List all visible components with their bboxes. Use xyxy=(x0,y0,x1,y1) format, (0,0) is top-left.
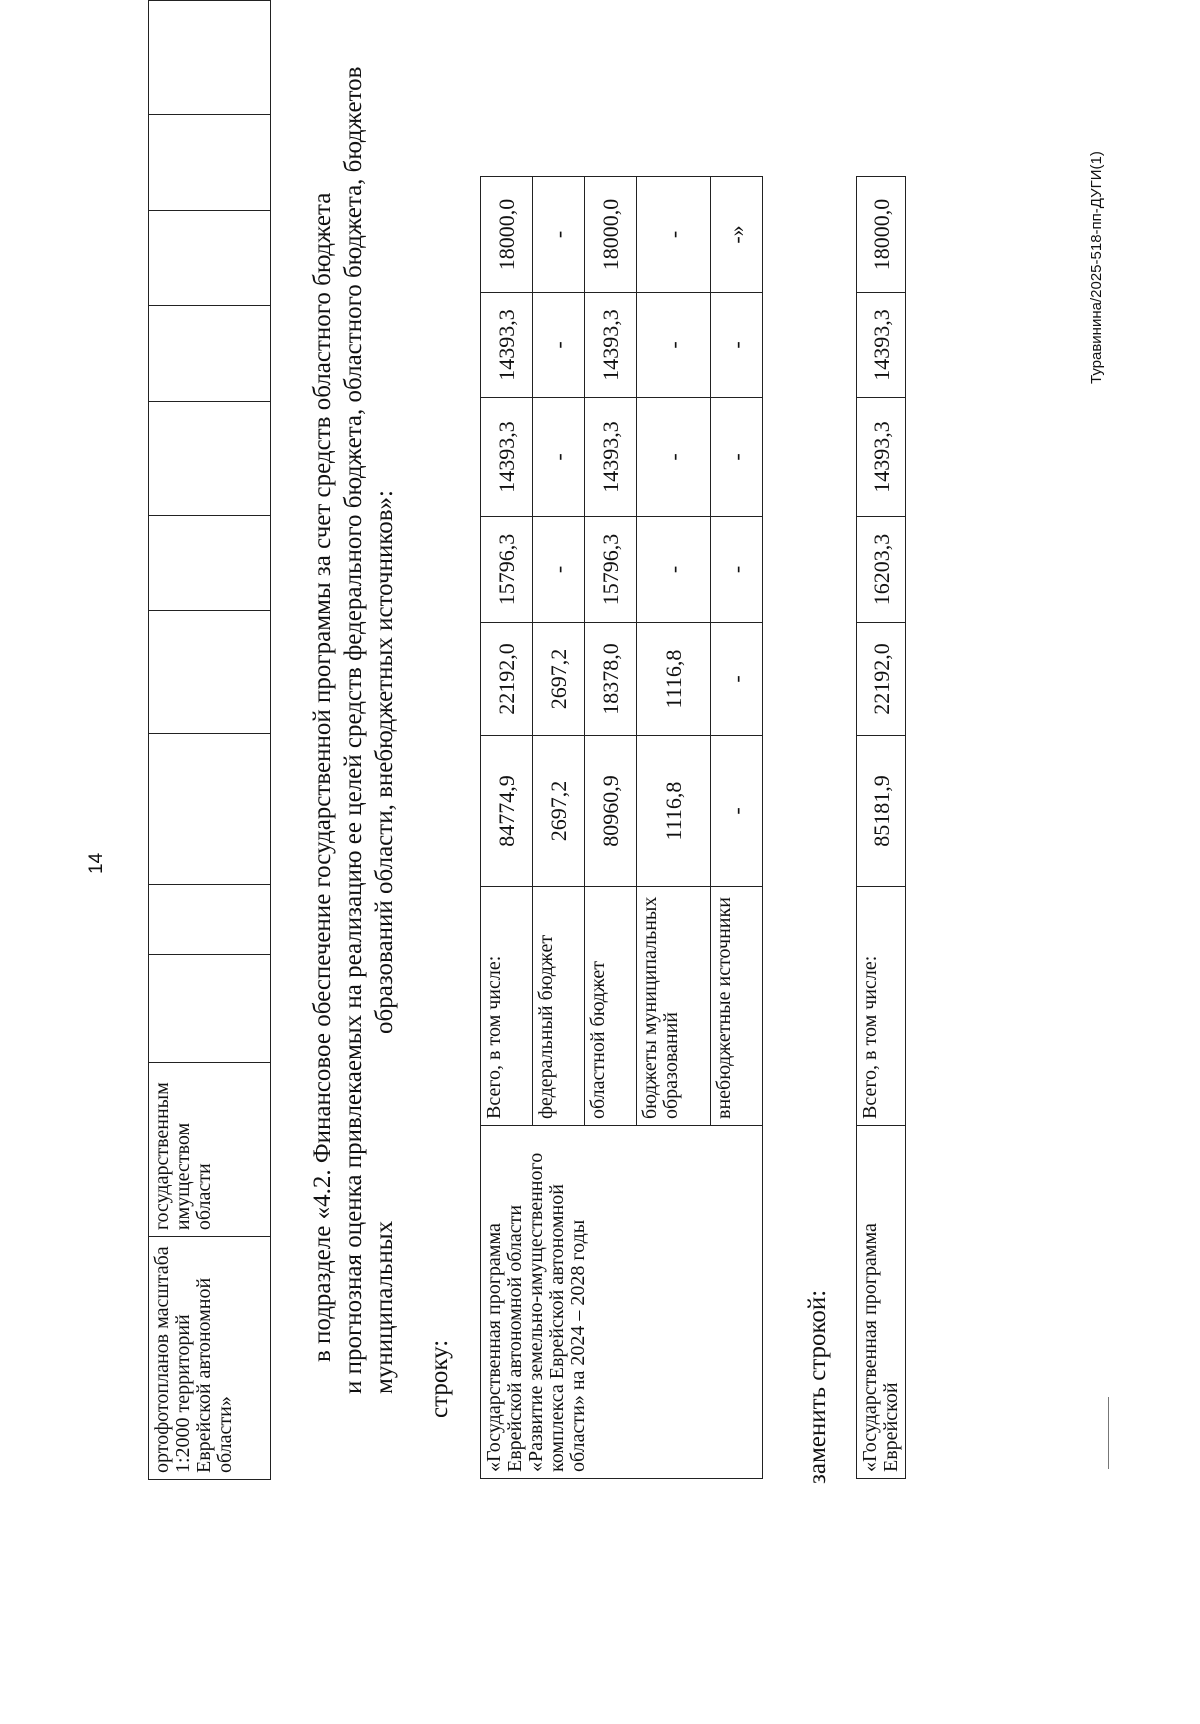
top-table-cell-1: ортофотопланов масштаба 1:2000 территорий Еврейской автономной области» xyxy=(149,1237,271,1480)
top-table-cell-2: государственным имуществом области xyxy=(149,1063,271,1237)
value-cell: 18378,0 xyxy=(585,623,637,736)
row-label: Всего, в том числе: xyxy=(857,887,906,1126)
value-cell: - xyxy=(711,398,763,517)
value-cell: 14393,3 xyxy=(481,398,533,517)
top-table-cell-empty xyxy=(149,1,271,115)
top-table-cell-empty xyxy=(149,306,271,402)
top-table-cell-empty xyxy=(149,401,271,515)
value-cell: 85181,9 xyxy=(857,736,906,887)
value-cell: 15796,3 xyxy=(585,517,637,623)
label-stroku: строку: xyxy=(426,1339,453,1418)
row-label: внебюджетные источники xyxy=(711,887,763,1126)
old-financing-table xyxy=(480,176,763,1479)
value-cell: 14393,3 xyxy=(481,293,533,398)
value-cell: 18000,0 xyxy=(857,177,906,293)
program-name-cell: «Государственная программа Еврейской xyxy=(857,1126,906,1479)
top-table-cell-empty xyxy=(149,611,271,734)
top-table-cell-empty xyxy=(149,515,271,611)
value-cell: 14393,3 xyxy=(857,293,906,398)
page-number: 14 xyxy=(86,852,107,874)
paragraph-line-1: в подразделе «4.2. Финансовое обеспечение государственной программы за счет средств областного бюджета xyxy=(309,192,336,1362)
value-cell: - xyxy=(711,293,763,398)
value-cell: 22192,0 xyxy=(481,623,533,736)
footer-code: Туравинина/2025-518-пп-ДУГИ(1) xyxy=(1088,151,1105,384)
value-cell: - xyxy=(637,293,711,398)
value-cell: - xyxy=(637,398,711,517)
value-cell: - xyxy=(637,517,711,623)
value-cell: - xyxy=(637,177,711,293)
top-table-cell-empty xyxy=(149,885,271,955)
value-cell: 18000,0 xyxy=(481,177,533,293)
value-cell: 14393,3 xyxy=(585,398,637,517)
value-cell: 1116,8 xyxy=(637,623,711,736)
table-row xyxy=(857,177,906,1479)
value-cell: - xyxy=(711,736,763,887)
value-cell: - xyxy=(533,177,585,293)
top-table-cell-empty xyxy=(149,210,271,306)
top-table-cell-empty xyxy=(149,954,271,1062)
row-label: областной бюджет xyxy=(585,887,637,1126)
row-label: Всего, в том числе: xyxy=(481,887,533,1126)
value-cell: - xyxy=(533,517,585,623)
value-cell: 15796,3 xyxy=(481,517,533,623)
value-cell: 1116,8 xyxy=(637,736,711,887)
top-table-cell-empty xyxy=(149,115,271,211)
value-cell: - xyxy=(533,293,585,398)
value-cell: 18000,0 xyxy=(585,177,637,293)
value-cell: 84774,9 xyxy=(481,736,533,887)
value-cell: 14393,3 xyxy=(585,293,637,398)
value-cell: 2697,2 xyxy=(533,623,585,736)
program-name-cell: «Государственная программа Еврейской автономной области «Развитие земельно-имущественного комплекса Еврейской автономной области» на 2024 – 2028 годы xyxy=(481,1126,763,1479)
value-cell: - xyxy=(533,398,585,517)
value-cell: -» xyxy=(711,177,763,293)
value-cell: 22192,0 xyxy=(857,623,906,736)
value-cell: 14393,3 xyxy=(857,398,906,517)
paragraph-line-3: образований области, внебюджетных источников»: xyxy=(371,490,398,1034)
top-table xyxy=(148,0,271,1480)
paragraph-line-2: и прогнозная оценка привлекаемых на реализацию ее целей средств федерального бюджета, областного бюджета, бюджетов муниципальных xyxy=(340,66,398,1394)
value-cell: 80960,9 xyxy=(585,736,637,887)
footer-rule xyxy=(1108,1397,1109,1469)
new-financing-table xyxy=(856,176,906,1479)
value-cell: 16203,3 xyxy=(857,517,906,623)
top-table-cell-empty xyxy=(149,734,271,885)
value-cell: - xyxy=(711,623,763,736)
label-replace: заменить строкой: xyxy=(804,1289,831,1484)
table-row xyxy=(481,177,533,1479)
row-label: федеральный бюджет xyxy=(533,887,585,1126)
value-cell: 2697,2 xyxy=(533,736,585,887)
value-cell: - xyxy=(711,517,763,623)
row-label: бюджеты муниципальных образований xyxy=(637,887,711,1126)
